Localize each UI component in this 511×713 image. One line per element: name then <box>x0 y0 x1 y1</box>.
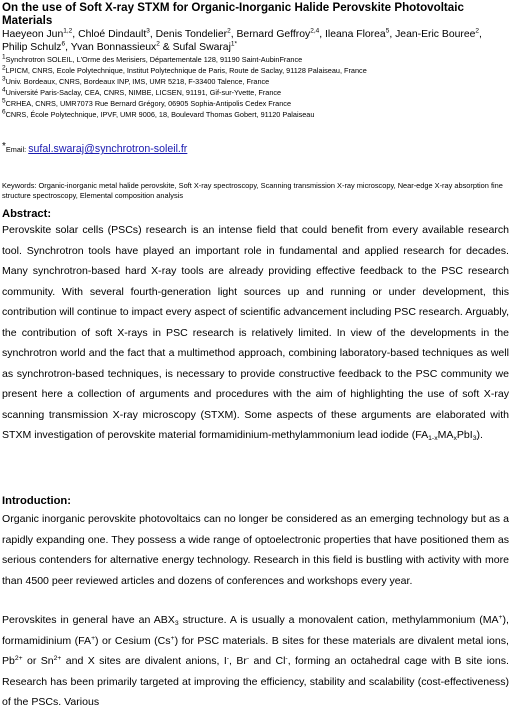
paper-title: On the use of Soft X-ray STXM for Organic-Inorganic Halide Perovskite Photovoltaic Materials <box>2 1 464 28</box>
affiliation-item <box>2 55 508 66</box>
affiliation-number: 6 <box>2 108 6 116</box>
author-connector: & <box>162 42 170 54</box>
email-label: Email: <box>5 145 29 154</box>
intro-text: ), formamidinium (FA <box>2 614 509 647</box>
author-name: Yvan Bonnassieux <box>70 42 157 54</box>
affiliation-number: 5 <box>2 97 6 105</box>
affiliation-text: Synchrotron SOLEIL, L'Orme des Merisiers, Départementale 128, 91190 Saint-AubinFrance <box>5 55 303 64</box>
intro-text: structure. A is usually a monovalent cation, methylammonium (MA <box>178 614 499 626</box>
formula-part: PbI <box>456 429 473 441</box>
affiliation-text: Université Paris-Saclay, CEA, CNRS, NIMBE, LICSEN, 91191, Gif-sur-Yvette, France <box>5 87 282 97</box>
charge-superscript: + <box>170 634 175 642</box>
formula-subscript: 3 <box>174 620 179 627</box>
affiliation-number: 2 <box>2 64 6 72</box>
introduction-paragraph-2 <box>2 610 509 713</box>
charge-superscript: - <box>246 655 250 662</box>
author-affiliation-marker: 3 <box>146 27 150 35</box>
author-affiliation-marker: 2,4 <box>310 27 320 35</box>
author-name: Bernard Geffroy <box>236 29 311 40</box>
author-affiliation-marker: 2 <box>227 27 231 35</box>
charge-superscript: - <box>226 655 230 662</box>
charge-superscript: + <box>498 614 503 621</box>
charge-superscript: 2+ <box>14 655 23 662</box>
intro-text: ) or Cesium (Cs <box>95 634 171 647</box>
author-name: Haeyeon Jun <box>2 29 64 40</box>
affiliation-number: 4 <box>2 86 6 94</box>
formula-subscript: 1-x <box>428 435 438 442</box>
author-name: Philip Schulz <box>2 42 62 54</box>
author-list: Haeyeon Jun$^{1,2}$, Chloé Dindault$^3$, Denis Tondelier$^2$, Bernard Geffroy$^{2,4}$, Ileana Florea$^5$, Jean-Eric Bouree$^2$, Philip Schulz$^6$, Yvan Bonnassieux$^2$ & Sufal Swaraj$^{1*}$ <box>2 27 482 54</box>
intro-text: , Br <box>229 655 247 667</box>
charge-superscript: - <box>285 655 288 662</box>
author-affiliation-marker: 5 <box>385 27 390 35</box>
affiliation-list <box>2 55 508 120</box>
intro-text: Perovskites in general have an ABX <box>2 614 175 626</box>
affiliation-text: LPICM, CNRS, Ecole Polytechnique, Institut Polytechnique de Paris, Route de Saclay, 91128 Palaiseau, France <box>5 65 367 75</box>
author-affiliation-marker: 1,2 <box>63 27 73 35</box>
corresponding-marker: * <box>2 141 6 152</box>
author-name: Denis Tondelier <box>155 29 228 40</box>
formula-part: MA <box>437 429 454 441</box>
author-affiliation-marker: 2 <box>475 27 480 35</box>
affiliation-text: CNRS, École Polytechnique, IPVF, UMR 9006, 18, Boulevard Thomas Gobert, 91120 Palaiseau <box>5 109 315 119</box>
formula-subscript: 3 <box>472 435 477 442</box>
affiliation-item <box>2 99 508 110</box>
affiliation-item <box>2 66 508 77</box>
corresponding-email <box>2 140 187 157</box>
charge-superscript: 2+ <box>53 655 62 662</box>
abstract-heading: Abstract: <box>2 208 52 220</box>
author-affiliation-marker: 2 <box>156 40 160 48</box>
author-name: Ileana Florea <box>325 29 386 40</box>
abstract-paragraph <box>2 220 509 446</box>
charge-superscript: + <box>91 634 96 642</box>
introduction-paragraph-1: Organic inorganic perovskite photovoltaics can no longer be considered as an emerging technology but as a rapidly expanding one. They possess a wide range of optoelectronic properties that have positioned them as serious contenders for alternative energy technology. Research in this field is bustling with activity with more than 4500 peer reviewed articles and dozens of conferences and workshops every year. <box>2 513 509 587</box>
intro-text: and X sites are divalent anions, I <box>61 655 227 667</box>
intro-text: or Sn <box>22 655 54 667</box>
email-link[interactable]: sufal.swaraj@synchrotron-soleil.fr <box>28 143 188 155</box>
intro-text: ) for PSC materials. B sites for these materials are divalent metal ions, Pb <box>2 634 509 667</box>
affiliation-text: Univ. Bordeaux, CNRS, Bordeaux INP, IMS, UMR 5218, F-33400 Talence, France <box>5 76 270 86</box>
keywords: Keywords: Organic-inorganic metal halide perovskite, Soft X-ray spectroscopy, Scanning transmission X-ray microscopy, Near-edge X-ray absorption fine structure spectroscopy, Elemental composition analysis <box>2 181 503 201</box>
intro-text: , forming an octahedral cage with B site ions. Research has been primarily targeted at improving the efficiency, stability and scalability (cost-effectiveness) of the PSCs. Various <box>2 655 509 708</box>
abstract-text: Perovskite solar cells (PSCs) research is an intense field that could benefit from every available research tool. Synchrotron tools have played an important role in fundamental and applied research for decades. Many synchrotron-based hard X-ray tools are already providing effective feedback to the PSC research community. With several fourth-generation light sources up and running or under development, this contribution will continue to impact every aspect of scientific advancement including PSC research. Arguably, the contribution of soft X-rays in PSC research is relatively limited. In view of the developments in the synchrotron world and the fact that a multimethod approach, combining laboratory-based techniques as well as synchrotron-based techniques, is necessary to provide constructive feedback to the PSC community we present here a collection of arguments and procedures with the aim of highlighting the use of soft X-ray scanning transmission X-ray microscopy (STXM). Some aspects of these arguments are elaborated with STXM investigation of perovskite material formamidinium-methylammonium lead iodide <box>2 224 509 441</box>
introduction-heading: Introduction: <box>2 495 71 507</box>
affiliation-text: CRHEA, CNRS, UMR7073 Rue Bernard Grégory, 06905 Sophia-Antipolis Cedex France <box>5 98 292 108</box>
author-name: Jean-Eric Bouree <box>395 29 476 40</box>
formula-close: ). <box>476 429 483 441</box>
formula-subscript: x <box>453 435 457 442</box>
affiliation-item <box>2 88 508 99</box>
author-affiliation-marker: 1* <box>230 40 238 48</box>
formula-open: (FA <box>408 429 429 441</box>
intro-text: and Cl <box>249 655 286 667</box>
author-affiliation-marker: 6 <box>61 40 66 48</box>
author-name: Chloé Dindault <box>78 29 147 40</box>
affiliation-number: 1 <box>2 53 6 61</box>
affiliation-item <box>2 110 508 121</box>
affiliation-item <box>2 77 508 88</box>
affiliation-number: 3 <box>2 75 6 83</box>
author-name: Sufal Swaraj <box>172 42 231 54</box>
